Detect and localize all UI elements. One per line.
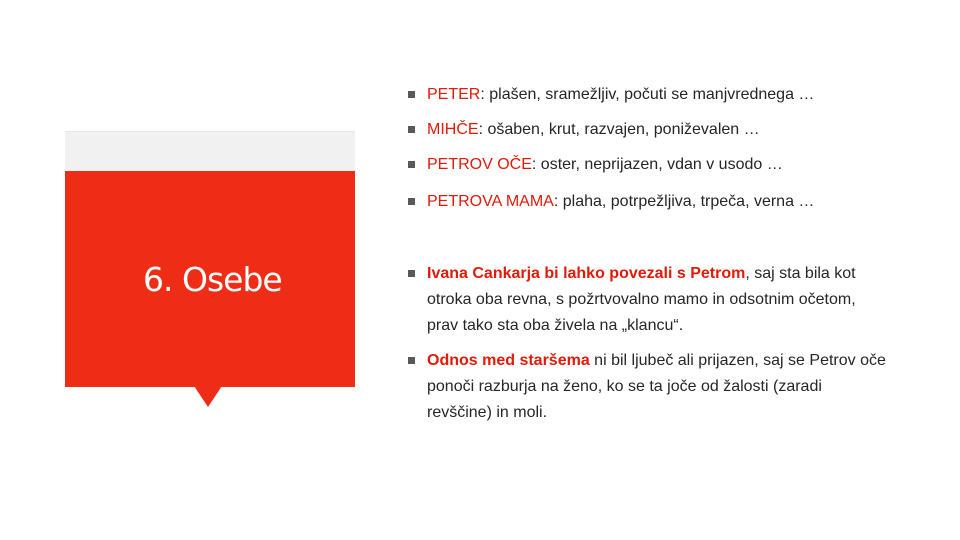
bullet-marker-icon [408, 198, 415, 205]
bullet-marker-icon [408, 126, 415, 133]
slide-title: 6. Osebe [143, 260, 282, 299]
bullet-keyword: MIHČE [427, 121, 479, 138]
bullet-item-peter [408, 82, 888, 108]
bullet-item-starsa [408, 348, 888, 426]
bullet-marker-icon [408, 161, 415, 168]
bullet-item-cankar [408, 261, 888, 339]
bullet-text: : plašen, sramežljiv, počuti se manjvrednega … [480, 86, 815, 103]
bullet-text: : ošaben, krut, razvajen, poniževalen … [478, 121, 760, 138]
bullet-marker-icon [408, 357, 415, 364]
bullet-keyword: PETER [427, 86, 481, 103]
bullet-item-petrova-mama [408, 189, 888, 215]
bullet-marker-icon [408, 91, 415, 98]
bullet-text: : plaha, potrpežljiva, trpeča, verna … [553, 193, 815, 210]
bullet-text: ni bil ljubeč ali prijazen, saj se Petrov oče ponoči razburja na ženo, ko se ta joče od žalosti (zaradi revščine) in moli. [427, 352, 886, 421]
bullet-keyword: Ivana Cankarja bi lahko povezali s Petrom [427, 265, 746, 282]
bullet-marker-icon [408, 270, 415, 277]
bullet-keyword: PETROVA MAMA [427, 193, 554, 210]
bullet-item-mihce [408, 117, 888, 143]
bullet-keyword: PETROV OČE [427, 156, 532, 173]
bullet-keyword: Odnos med staršema [427, 352, 590, 369]
bullet-text: : oster, neprijazen, vdan v usodo … [531, 156, 783, 173]
bullet-text: , saj sta bila kot otroka oba revna, s požrtvovalno mamo in odsotnim očetom, prav tako sta oba živela na „klancu“. [427, 265, 856, 334]
title-panel-pointer [194, 386, 222, 407]
accent-band [65, 131, 355, 172]
bullet-item-petrov-oce [408, 152, 888, 178]
